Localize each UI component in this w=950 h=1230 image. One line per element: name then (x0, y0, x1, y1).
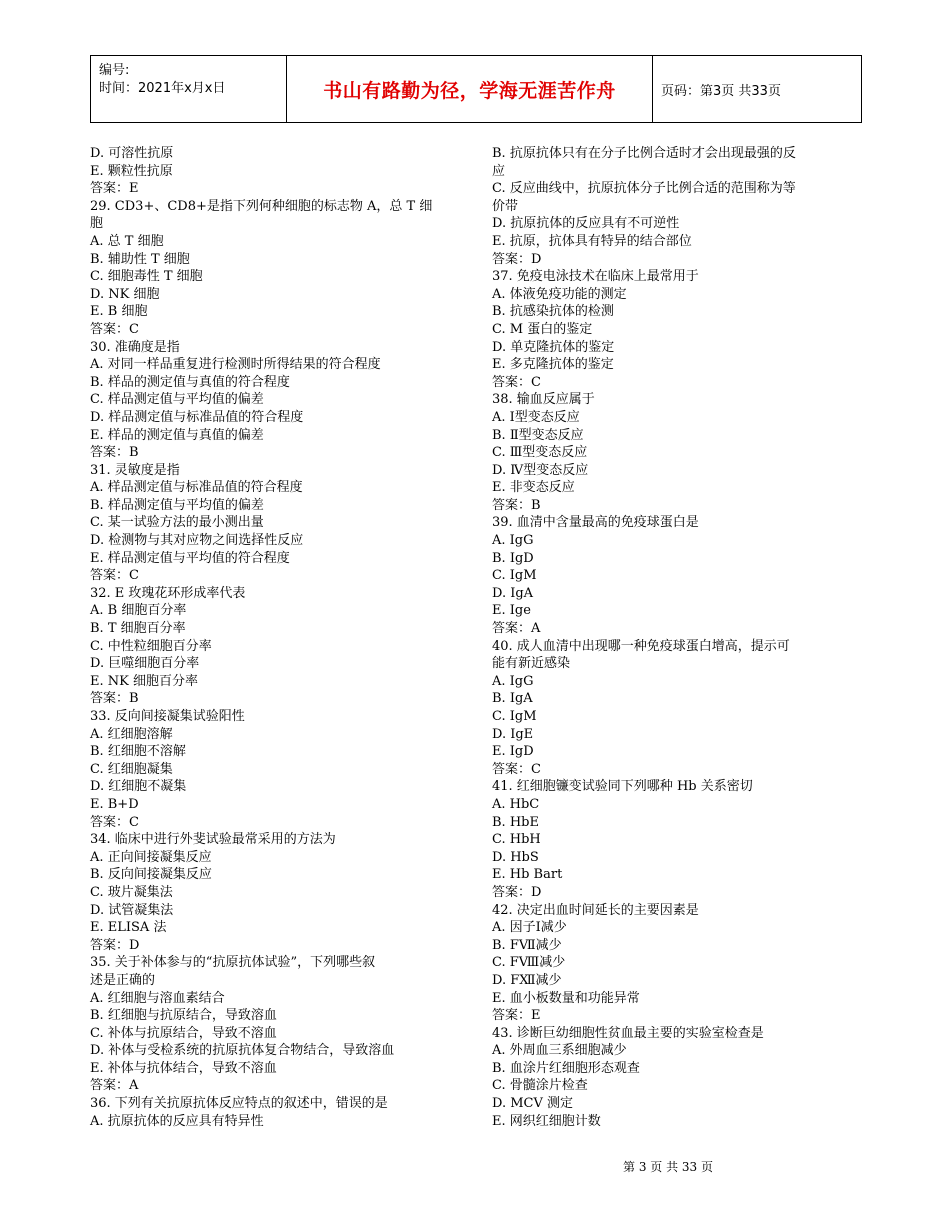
text-line: 答案：E (90, 181, 139, 197)
text-line: D. 抗原抗体的反应具有不可逆性 (492, 216, 680, 232)
text-line: 答案：A (492, 621, 541, 637)
text-line: C. M 蛋白的鉴定 (492, 321, 593, 337)
text-line: 答案：D (492, 884, 542, 900)
text-line: C. FⅧ减少 (492, 955, 566, 971)
text-line: D. 检测物与其对应物之间选择性反应 (90, 533, 304, 549)
text-line: B. 抗感染抗体的检测 (492, 304, 614, 320)
text-line: A. B 细胞百分率 (90, 603, 187, 619)
text-line: D. IgE (492, 726, 534, 742)
text-line: B. 辅助性 T 细胞 (90, 251, 190, 267)
text-line: E. 非变态反应 (492, 480, 575, 496)
text-line: A. 对同一样品重复进行检测时所得结果的符合程度 (90, 357, 381, 373)
page-label: 页码：第3页 共33页 (661, 83, 781, 99)
text-line: E. Ige (492, 603, 531, 619)
text-line: A. 抗原抗体的反应具有特异性 (90, 1113, 264, 1129)
text-line: E. B 细胞 (90, 304, 148, 320)
text-line: A. 体液免疫功能的测定 (492, 286, 627, 302)
text-line: E. 样品测定值与平均值的符合程度 (90, 550, 290, 566)
text-line: 32. E 玫瑰花环形成率代表 (90, 585, 246, 601)
text-line: C. 反应曲线中，抗原抗体分子比例合适的范围称为等 (492, 181, 796, 197)
time-label: 时间：2021年x月x日 (99, 81, 226, 96)
text-line: B. Ⅱ型变态反应 (492, 427, 584, 443)
text-line: C. HbH (492, 832, 541, 848)
text-line: 43. 诊断巨幼细胞性贫血最主要的实验室检查是 (492, 1025, 764, 1041)
text-line: B. 样品测定值与平均值的偏差 (90, 497, 264, 513)
text-line: B. IgA (492, 691, 533, 707)
text-line: E. NK 细胞百分率 (90, 673, 198, 689)
text-line: D. 可溶性抗原 (90, 146, 174, 161)
text-line: A. 红细胞与溶血素结合 (90, 990, 225, 1006)
text-line: A. 总 T 细胞 (90, 233, 164, 249)
text-line: 31. 灵敏度是指 (90, 462, 180, 478)
text-line: 答案：C (90, 568, 139, 584)
text-line: 价带 (492, 198, 519, 214)
text-line: C. 红细胞凝集 (90, 761, 173, 777)
text-line: 答案：B (90, 445, 139, 461)
text-line: C. 玻片凝集法 (90, 884, 173, 900)
text-line: 42. 决定出血时间延长的主要因素是 (492, 902, 699, 918)
text-line: B. 抗原抗体只有在分子比例合适时才会出现最强的反 (492, 146, 796, 161)
text-line: A. IgG (492, 533, 534, 549)
text-line: E. 多克隆抗体的鉴定 (492, 357, 614, 373)
text-line: E. IgD (492, 744, 534, 760)
text-line: E. 抗原，抗体具有特异的结合部位 (492, 233, 692, 249)
text-line: C. 样品测定值与平均值的偏差 (90, 392, 264, 408)
text-line: 34. 临床中进行外斐试验最常采用的方法为 (90, 832, 336, 848)
text-line: 答案：A (90, 1078, 139, 1094)
text-line: C. IgM (492, 709, 537, 724)
left-column (90, 145, 462, 1130)
text-line: D. 红细胞不凝集 (90, 779, 187, 795)
text-line: C. 细胞毒性 T 细胞 (90, 269, 203, 285)
text-line: B. FⅦ减少 (492, 937, 562, 953)
text-line: E. B+D (90, 796, 139, 812)
text-line: B. 样品的测定值与真值的符合程度 (90, 374, 290, 390)
text-line: C. Ⅲ型变态反应 (492, 445, 588, 461)
right-column (492, 145, 864, 1130)
text-line: 胞 (90, 216, 104, 232)
text-line: B. 反向间接凝集反应 (90, 867, 212, 883)
text-line: 应 (492, 163, 506, 179)
text-line: B. T 细胞百分率 (90, 621, 186, 637)
text-line: 40. 成人血清中出现哪一种免疫球蛋白增高，提示可 (492, 638, 790, 654)
text-line: B. 血涂片红细胞形态观查 (492, 1060, 640, 1076)
text-line: 答案：C (90, 814, 139, 830)
text-line: D. 样品测定值与标准品值的符合程度 (90, 409, 304, 425)
text-line: 答案：D (90, 937, 140, 953)
text-line: A. 样品测定值与标准品值的符合程度 (90, 480, 303, 496)
text-line: D. 单克隆抗体的鉴定 (492, 339, 615, 355)
text-line: 述是正确的 (90, 972, 156, 988)
text-line: 答案：B (492, 497, 541, 513)
text-line: A. 正向间接凝集反应 (90, 849, 212, 865)
text-line: 30. 准确度是指 (90, 339, 180, 355)
page-footer: 第 3 页 共 33 页 (623, 1160, 713, 1174)
text-line: D. Ⅳ型变态反应 (492, 462, 589, 478)
text-line: 29. CD3+、CD8+是指下列何种细胞的标志物 A，总 T 细 (90, 198, 433, 214)
text-line: A. 因子Ⅰ减少 (492, 920, 567, 936)
text-line: A. Ⅰ型变态反应 (492, 409, 580, 425)
motto-text: 书山有路勤为径，学海无涯苦作舟 (323, 79, 616, 102)
text-line: 答案：C (90, 321, 139, 337)
text-line: E. 血小板数量和功能异常 (492, 990, 640, 1006)
text-line: C. IgM (492, 568, 537, 584)
text-line: 37. 免疫电泳技术在临床上最常用于 (492, 269, 699, 285)
text-line: B. 红细胞与抗原结合，导致溶血 (90, 1008, 277, 1024)
text-line: 答案：E (492, 1008, 541, 1024)
text-line: A. 红细胞溶解 (90, 726, 173, 742)
text-line: 36. 下列有关抗原抗体反应特点的叙述中，错误的是 (90, 1096, 388, 1112)
text-line: A. IgG (492, 673, 534, 689)
text-line: D. MCV 测定 (492, 1096, 574, 1112)
text-line: D. 巨噬细胞百分率 (90, 656, 200, 672)
text-line: B. IgD (492, 550, 534, 566)
text-line: E. Hb Bart (492, 867, 563, 883)
text-line: E. 网织红细胞计数 (492, 1113, 601, 1129)
text-line: B. 红细胞不溶解 (90, 744, 186, 760)
header-page-cell (653, 56, 861, 122)
text-line: A. 外周血三系细胞减少 (492, 1043, 627, 1059)
text-line: C. 骨髓涂片检查 (492, 1078, 588, 1094)
text-line: 33. 反向间接凝集试验阳性 (90, 709, 245, 724)
text-line: D. 补体与受检系统的抗原抗体复合物结合，导致溶血 (90, 1043, 395, 1059)
text-line: C. 中性粒细胞百分率 (90, 638, 212, 654)
text-line: 答案：D (492, 251, 542, 267)
text-line: D. IgA (492, 585, 534, 601)
text-line: D. NK 细胞 (90, 286, 160, 302)
text-line: 41. 红细胞镰变试验同下列哪种 Hb 关系密切 (492, 779, 753, 795)
text-line: 能有新近感染 (492, 656, 571, 672)
text-line: C. 补体与抗原结合，导致不溶血 (90, 1025, 277, 1041)
text-line: 39. 血清中含量最高的免疫球蛋白是 (492, 515, 699, 531)
text-line: E. 样品的测定值与真值的偏差 (90, 427, 264, 443)
header-motto-cell (287, 56, 653, 122)
text-line: 35. 关于补体参与的“抗原抗体试验”，下列哪些叙 (90, 955, 376, 971)
text-line: 38. 输血反应属于 (492, 392, 595, 408)
text-line: 答案：C (492, 761, 541, 777)
text-line: E. ELISA 法 (90, 920, 167, 936)
header-meta (91, 56, 287, 122)
text-line: E. 补体与抗体结合，导致不溶血 (90, 1060, 277, 1076)
text-line: C. 某一试验方法的最小测出量 (90, 515, 264, 531)
text-line: D. HbS (492, 849, 539, 865)
text-line: 答案：B (90, 691, 139, 707)
text-line: 答案：C (492, 374, 541, 390)
text-line: B. HbE (492, 814, 539, 830)
text-line: E. 颗粒性抗原 (90, 163, 173, 179)
page-header (90, 55, 862, 123)
text-line: D. 试管凝集法 (90, 902, 174, 918)
text-line: D. FⅫ减少 (492, 972, 562, 988)
text-line: A. HbC (492, 796, 540, 812)
code-label: 编号: (99, 63, 130, 78)
